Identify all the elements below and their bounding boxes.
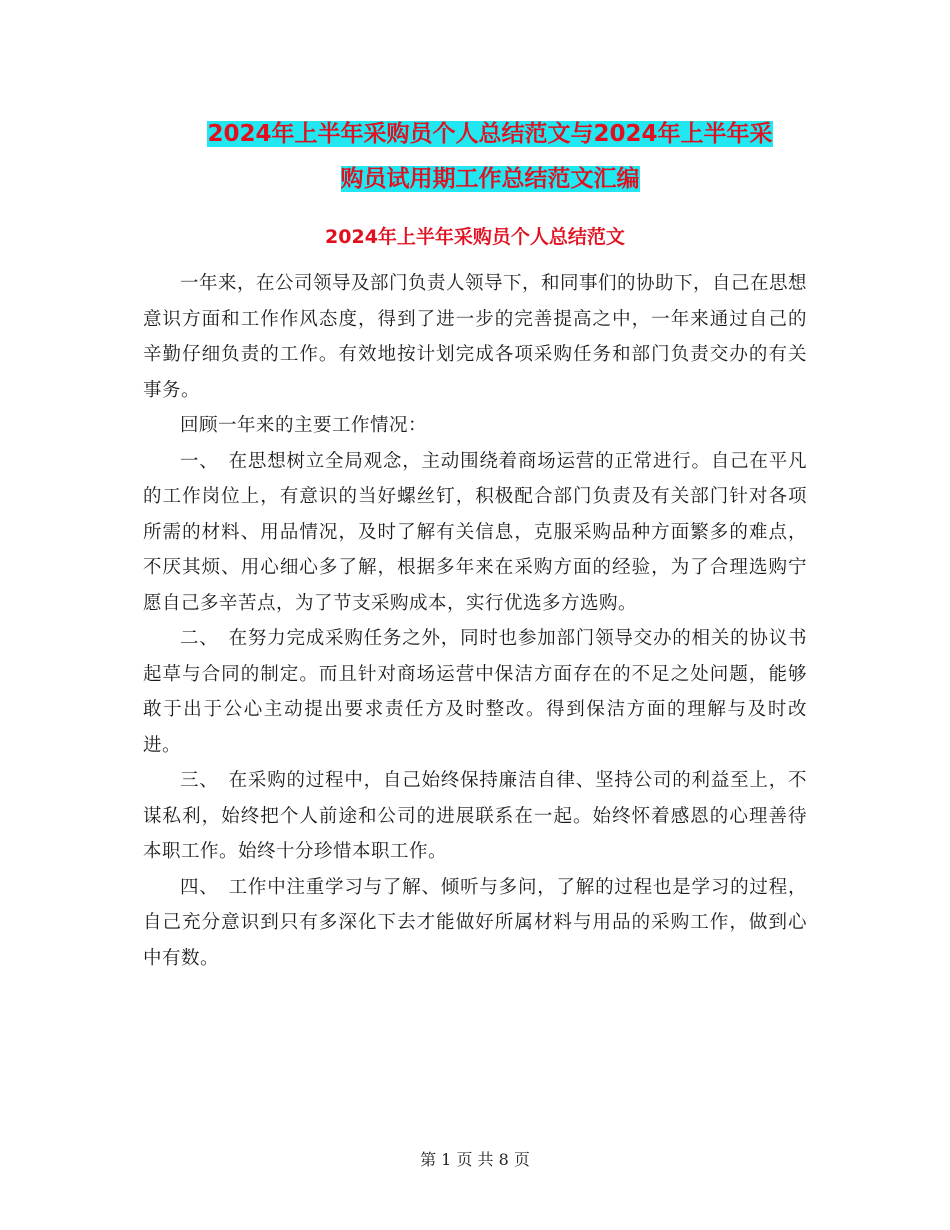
body-text xyxy=(143,266,807,976)
title-line-1: 2024年上半年采购员个人总结范文与2024年上半年采 xyxy=(207,121,773,147)
paragraph: 回顾一年来的主要工作情况： xyxy=(180,415,428,436)
page-number-footer: 第 1 页 共 8 页 xyxy=(420,1150,530,1169)
paragraph: 一年来，在公司领导及部门负责人领导下，和同事们的协助下，自己在思想意识方面和工作作风态度，得到了进一步的完善提高之中，一年来通过自己的辛勤仔细负责的工作。有效地按计划完成各项采购任务和部门负责交办的有关事务。 xyxy=(143,273,808,401)
paragraph: 一、 在思想树立全局观念，主动围绕着商场运营的正常进行。自己在平凡的工作岗位上，有意识的当好螺丝钉，积极配合部门负责及有关部门针对各项所需的材料、用品情况，及时了解有关信息，克服采购品种方面繁多的难点，不厌其烦、用心细心多了解，根据多年来在采购方面的经验，为了合理选购宁愿自己多辛苦点，为了节支采购成本，实行优选多方选购。 xyxy=(143,450,807,614)
paragraph: 三、 在采购的过程中，自己始终保持廉洁自律、坚持公司的利益至上，不谋私利，始终把个人前途和公司的进展联系在一起。始终怀着感恩的心理善待本职工作。始终十分珍惜本职工作。 xyxy=(143,770,807,862)
paragraph: 二、 在努力完成采购任务之外，同时也参加部门领导交办的相关的协议书起草与合同的制定。而且针对商场运营中保洁方面存在的不足之处问题，能够敢于出于公心主动提出要求责任方及时整改。得到保洁方面的理解与及时改进。 xyxy=(143,628,807,756)
paragraph: 四、 工作中注重学习与了解、倾听与多问，了解的过程也是学习的过程，自己充分意识到只有多深化下去才能做好所属材料与用品的采购工作，做到心中有数。 xyxy=(143,876,807,969)
document-title xyxy=(150,112,830,202)
section-heading: 2024年上半年采购员个人总结范文 xyxy=(325,226,625,248)
title-line-2: 购员试用期工作总结范文汇编 xyxy=(340,166,640,192)
